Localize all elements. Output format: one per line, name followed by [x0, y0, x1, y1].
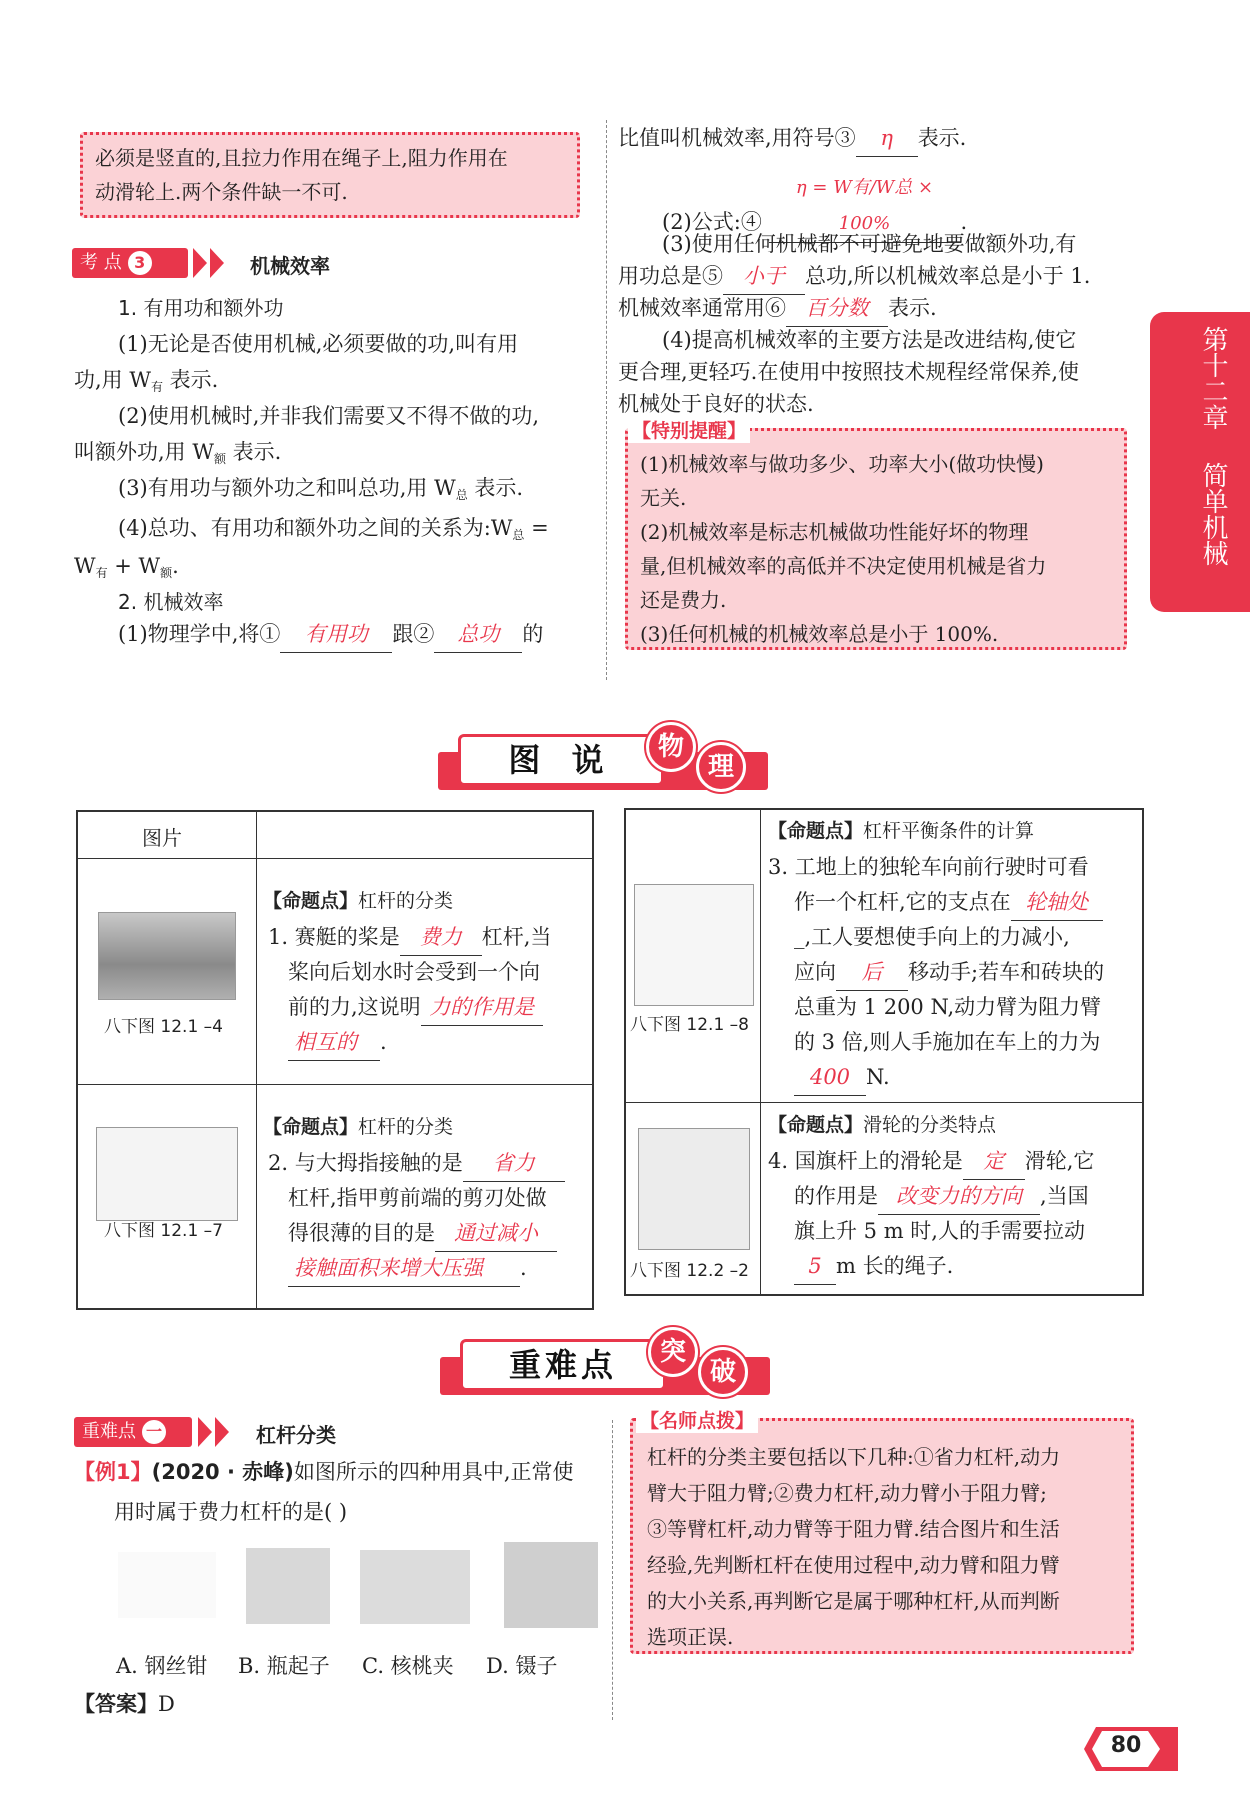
- r-row1-line-1: 3. 工地上的独轮车向前行驶时可看: [768, 855, 1089, 879]
- table-row-divider: [626, 1102, 1142, 1103]
- note-box: [80, 132, 580, 218]
- row2-l4-end: .: [520, 1256, 527, 1280]
- chevron-icon: [210, 248, 224, 278]
- example-source: (2020 · 赤峰): [151, 1460, 294, 1484]
- row1-line-2: 桨向后划水时会受到一个向: [288, 960, 540, 984]
- table-row-divider: [78, 1084, 592, 1085]
- kaodian-tag: [72, 248, 188, 278]
- para-5: [118, 616, 543, 653]
- answer-r-row2-1: 定: [963, 1144, 1025, 1180]
- r-row1-topic-label: 【命题点】: [768, 820, 864, 842]
- side-tab-title: 简单机械: [1198, 462, 1228, 566]
- r3b-end: 总功,所以机械效率总是小于 1.: [805, 264, 1091, 288]
- para-4b-end: .: [172, 554, 179, 578]
- answer-row1-2a: 力的作用是: [421, 990, 543, 1026]
- answer-value: D: [158, 1692, 175, 1716]
- flagpole-image: [638, 1128, 750, 1250]
- caption-12-1-8: 八下图 12.1 –8: [630, 1015, 749, 1035]
- para-3: [118, 470, 523, 513]
- row1-l1-end: 杠杆,当: [481, 925, 552, 949]
- wheelbarrow-worker-image: [634, 884, 754, 1006]
- teacher-line-3: ③等臂杠杆,动力臂等于阻力臂.结合图片和生活: [647, 1517, 1060, 1541]
- row1-topic-label: 【命题点】: [263, 890, 359, 912]
- wire-pliers-image: [118, 1552, 216, 1618]
- para-1b-text: 功,用 W: [74, 368, 151, 392]
- r-row1-topic-text: 杠杆平衡条件的计算: [863, 820, 1035, 842]
- r-row1-line-6: 的 3 倍,则人手施加在车上的力为: [794, 1030, 1101, 1054]
- r-line-1: [618, 120, 966, 157]
- teacher-line-2: 臂大于阻力臂;②费力杠杆,动力臂小于阻力臂;: [647, 1481, 1047, 1505]
- zhongnan-tag-label: 重难点: [82, 1421, 136, 1442]
- special-tip-box: [625, 428, 1127, 650]
- option-a: A. 钢丝钳: [116, 1654, 208, 1678]
- answer-4-formula: η = W有/W总 × 100%: [769, 170, 961, 243]
- caption-12-1-7: 八下图 12.1 –7: [104, 1221, 223, 1241]
- para-3-sub: 总: [455, 488, 468, 502]
- r-row2-l2-end: ,当国: [1040, 1184, 1089, 1208]
- kaodian-title: 机械效率: [250, 254, 330, 278]
- table-header-divider: [78, 858, 592, 859]
- tip-title: 【特别提醒】: [628, 416, 750, 443]
- row2-topic-text: 杠杆的分类: [358, 1116, 454, 1138]
- r3c-end: 表示.: [888, 296, 937, 320]
- para-4b-mid: + W: [107, 554, 161, 578]
- answer-row2-1: 省力: [463, 1146, 565, 1182]
- header-image: 图片: [142, 826, 182, 850]
- para-5-mid: 跟②: [392, 622, 435, 646]
- zhongnan-title: 杠杆分类: [256, 1423, 336, 1447]
- row2-line-4: [288, 1251, 527, 1287]
- r3c-start: 机械效率通常用⑥: [618, 296, 786, 320]
- chevron-icon: [198, 1417, 212, 1447]
- row1-topic-text: 杠杆的分类: [358, 890, 454, 912]
- r-row2-l4-end: m 长的绳子.: [836, 1254, 954, 1278]
- answer-label: 【答案】: [74, 1692, 158, 1716]
- r-row1-l2-start: 作一个杠杆,它的支点在: [794, 890, 1011, 914]
- answer-1: 有用功: [280, 616, 392, 653]
- r-row2-l1-start: 4. 国旗杆上的滑轮是: [768, 1149, 963, 1173]
- nail-clipper-image: [96, 1127, 238, 1221]
- r-line-4b: 更合理,更轻巧.在使用中按照技术规程经常保养,使: [618, 360, 1080, 384]
- row2-line-1: [268, 1146, 565, 1182]
- teacher-line-5: 的大小关系,再判断它是属于哪种杠杆,从而判断: [647, 1589, 1060, 1613]
- teacher-line-6: 选项正误.: [647, 1625, 734, 1649]
- r3b-start: 用功总是⑤: [618, 264, 723, 288]
- para-4a-sub: 总: [512, 528, 525, 542]
- banner-bubble-1: 突: [648, 1327, 698, 1377]
- row1-l4-end: .: [380, 1030, 387, 1054]
- answer-row1-2b: 相互的: [288, 1025, 380, 1061]
- bottle-opener-image: [246, 1548, 330, 1624]
- section2-title: 2. 机械效率: [118, 590, 224, 614]
- row2-line-2: 杠杆,指甲剪前端的剪刃处做: [288, 1186, 547, 1210]
- table-col-divider: [256, 812, 257, 1308]
- answer-line: [74, 1686, 175, 1722]
- r2-end: .: [960, 210, 968, 234]
- figure-table-right: [624, 808, 1144, 1296]
- r-line-3a: (3)使用任何机械都不可避免地要做额外功,有: [662, 232, 1077, 256]
- para-2b-end: 表示.: [225, 440, 282, 464]
- para-2b-sub: 额: [213, 452, 226, 466]
- banner-tushuo: [438, 730, 768, 792]
- answer-row2-2b: 接触面积来增大压强: [288, 1251, 520, 1287]
- r-row1-l7-end: N.: [866, 1065, 890, 1089]
- row2-l1-start: 2. 与大拇指接触的是: [268, 1151, 463, 1175]
- row1-line-3: [288, 990, 543, 1026]
- para-1a: (1)无论是否使用机械,必须要做的功,叫有用: [118, 332, 519, 356]
- answer-2: 总功: [434, 616, 522, 653]
- r-row1-line-5: 总重为 1 200 N,动力臂为阻力臂: [794, 995, 1102, 1019]
- answer-r-row1-1: 轮轴处: [1011, 885, 1103, 921]
- chevron-icon: [215, 1417, 229, 1447]
- answer-5: 小于: [723, 258, 805, 295]
- r-line-4a: (4)提高机械效率的主要方法是改进结构,使它: [662, 328, 1077, 352]
- section1-title: 1. 有用功和额外功: [118, 296, 284, 320]
- row2-topic-label: 【命题点】: [263, 1116, 359, 1138]
- example-text-1: 如图所示的四种用具中,正常使: [293, 1460, 574, 1484]
- chevron-icon: [193, 248, 207, 278]
- kaodian-number: 3: [128, 251, 152, 275]
- r-row1-line-4: [794, 955, 1104, 991]
- r-row2-topic-label: 【命题点】: [768, 1114, 864, 1136]
- teacher-tip-box: [630, 1418, 1134, 1654]
- r1-start: 比值叫机械效率,用符号③: [618, 126, 856, 150]
- teacher-line-1: 杠杆的分类主要包括以下几种:①省力杠杆,动力: [647, 1445, 1061, 1469]
- caption-12-1-4: 八下图 12.1 –4: [104, 1017, 223, 1037]
- tip-line-6: (3)任何机械的机械效率总是小于 100%.: [640, 622, 999, 646]
- note-line-2: 动滑轮上.两个条件缺一不可.: [95, 180, 348, 204]
- tip-line-2: 无关.: [640, 486, 687, 510]
- option-b: B. 瓶起子: [238, 1654, 330, 1678]
- teacher-line-4: 经验,先判断杠杆在使用过程中,动力臂和阻力臂: [647, 1553, 1060, 1577]
- option-c: C. 核桃夹: [362, 1654, 454, 1678]
- para-5-end: 的: [522, 622, 544, 646]
- para-4a: [118, 510, 549, 553]
- r-row2-l1-end: 滑轮,它: [1024, 1149, 1095, 1173]
- banner-bubble-2: 理: [696, 742, 746, 792]
- banner-bubble-1: 物: [646, 722, 696, 772]
- answer-r-row1-3: 400: [794, 1060, 866, 1096]
- para-2b-text: 叫额外功,用 W: [74, 440, 214, 464]
- row1-line-1: [268, 920, 551, 956]
- r-row1-l4-end: 移动手;若车和砖块的: [908, 960, 1105, 984]
- answer-row2-2a: 通过减小: [435, 1216, 557, 1252]
- para-4b-sub2: 额: [160, 566, 173, 580]
- answer-r-row1-2: 后: [836, 955, 908, 991]
- example-label: 【例1】: [74, 1460, 152, 1484]
- zhongnan-tag-number: 一: [142, 1420, 166, 1444]
- banner-bubble-2: 破: [698, 1347, 748, 1397]
- side-tab-chapter: 第十二章: [1198, 326, 1228, 430]
- example-1-line-2: 用时属于费力杠杆的是( ): [114, 1500, 348, 1524]
- table-col-divider: [760, 810, 761, 1294]
- para-5-start: (1)物理学中,将①: [118, 622, 281, 646]
- r1-end: 表示.: [917, 126, 967, 150]
- tip-line-5: 还是费力.: [640, 588, 727, 612]
- para-1b-sub: 有: [150, 380, 163, 394]
- para-1b-end: 表示.: [162, 368, 219, 392]
- tip-line-1: (1)机械效率与做功多少、功率大小(做功快慢): [640, 452, 1044, 476]
- r-row1-line-3: _,工人要想使手向上的力减小,: [794, 925, 1070, 949]
- nutcracker-image: [360, 1550, 470, 1624]
- zhongnan-tag: [74, 1417, 192, 1447]
- teacher-tip-title: 【名师点拨】: [636, 1406, 758, 1433]
- answer-r-row2-3: 5: [794, 1249, 836, 1285]
- r-row2-line-3: 旗上升 5 m 时,人的手需要拉动: [794, 1219, 1085, 1243]
- row1-l1-start: 1. 赛艇的桨是: [268, 925, 400, 949]
- column-divider-bottom: [612, 1420, 613, 1720]
- r-row2-line-4: [794, 1249, 953, 1285]
- row1-topic: [263, 884, 453, 919]
- para-2a: (2)使用机械时,并非我们需要又不得不做的功,: [118, 404, 540, 428]
- answer-r-row2-2: 改变力的方向: [878, 1179, 1040, 1215]
- r-row2-topic: [768, 1108, 996, 1143]
- figure-table-left: [76, 810, 594, 1310]
- answer-3: η: [856, 120, 918, 157]
- tip-line-3: (2)机械效率是标志机械做功性能好坏的物理: [640, 520, 1029, 544]
- row1-l3-start: 前的力,这说明: [288, 995, 421, 1019]
- r-row2-l2-start: 的作用是: [794, 1184, 878, 1208]
- row2-topic: [263, 1110, 453, 1145]
- para-4a-text: (4)总功、有用功和额外功之间的关系为:W: [118, 516, 513, 540]
- para-4a-end: =: [524, 516, 549, 540]
- chapter-side-tab: [1150, 312, 1250, 612]
- para-3-text: (3)有用功与额外功之和叫总功,用 W: [118, 476, 456, 500]
- note-line-1: 必须是竖直的,且拉力作用在绳子上,阻力作用在: [95, 146, 508, 170]
- row2-line-3: [288, 1216, 557, 1252]
- r-row2-line-2: [794, 1179, 1089, 1215]
- row2-l3-start: 得很薄的目的是: [288, 1221, 435, 1245]
- column-divider: [606, 120, 607, 680]
- r-row1-line-7: [794, 1060, 890, 1096]
- para-4b-sub1: 有: [95, 566, 108, 580]
- r-row1-line-2: [794, 885, 1103, 921]
- para-3-end: 表示.: [467, 476, 524, 500]
- r-line-4c: 机械处于良好的状态.: [618, 392, 814, 416]
- r-row1-topic: [768, 814, 1034, 849]
- banner-title: 重难点: [460, 1339, 666, 1391]
- kaodian-label: 考 点: [80, 252, 122, 273]
- r-row2-line-1: [768, 1144, 1094, 1180]
- r-row2-topic-text: 滑轮的分类特点: [863, 1114, 997, 1136]
- tweezers-image: [504, 1542, 598, 1628]
- row1-line-4: [288, 1025, 387, 1061]
- para-4b-text: W: [74, 554, 96, 578]
- caption-12-2-2: 八下图 12.2 –2: [630, 1261, 749, 1281]
- example-1-line-1: [74, 1454, 574, 1490]
- banner-zhongnandian: [440, 1335, 770, 1397]
- banner-title: 图 说: [458, 734, 664, 786]
- option-d: D. 镊子: [486, 1654, 558, 1678]
- page-number-badge: [1082, 1725, 1182, 1773]
- answer-6: 百分数: [786, 290, 888, 327]
- tip-line-4: 量,但机械效率的高低并不决定使用机械是省力: [640, 554, 1047, 578]
- rowing-boat-image: [98, 912, 236, 1000]
- r2-start: (2)公式:④: [662, 210, 762, 234]
- r-row1-l4-start: 应向: [794, 960, 836, 984]
- answer-row1-1: 费力: [400, 920, 482, 956]
- page-number: 80: [1110, 1733, 1142, 1758]
